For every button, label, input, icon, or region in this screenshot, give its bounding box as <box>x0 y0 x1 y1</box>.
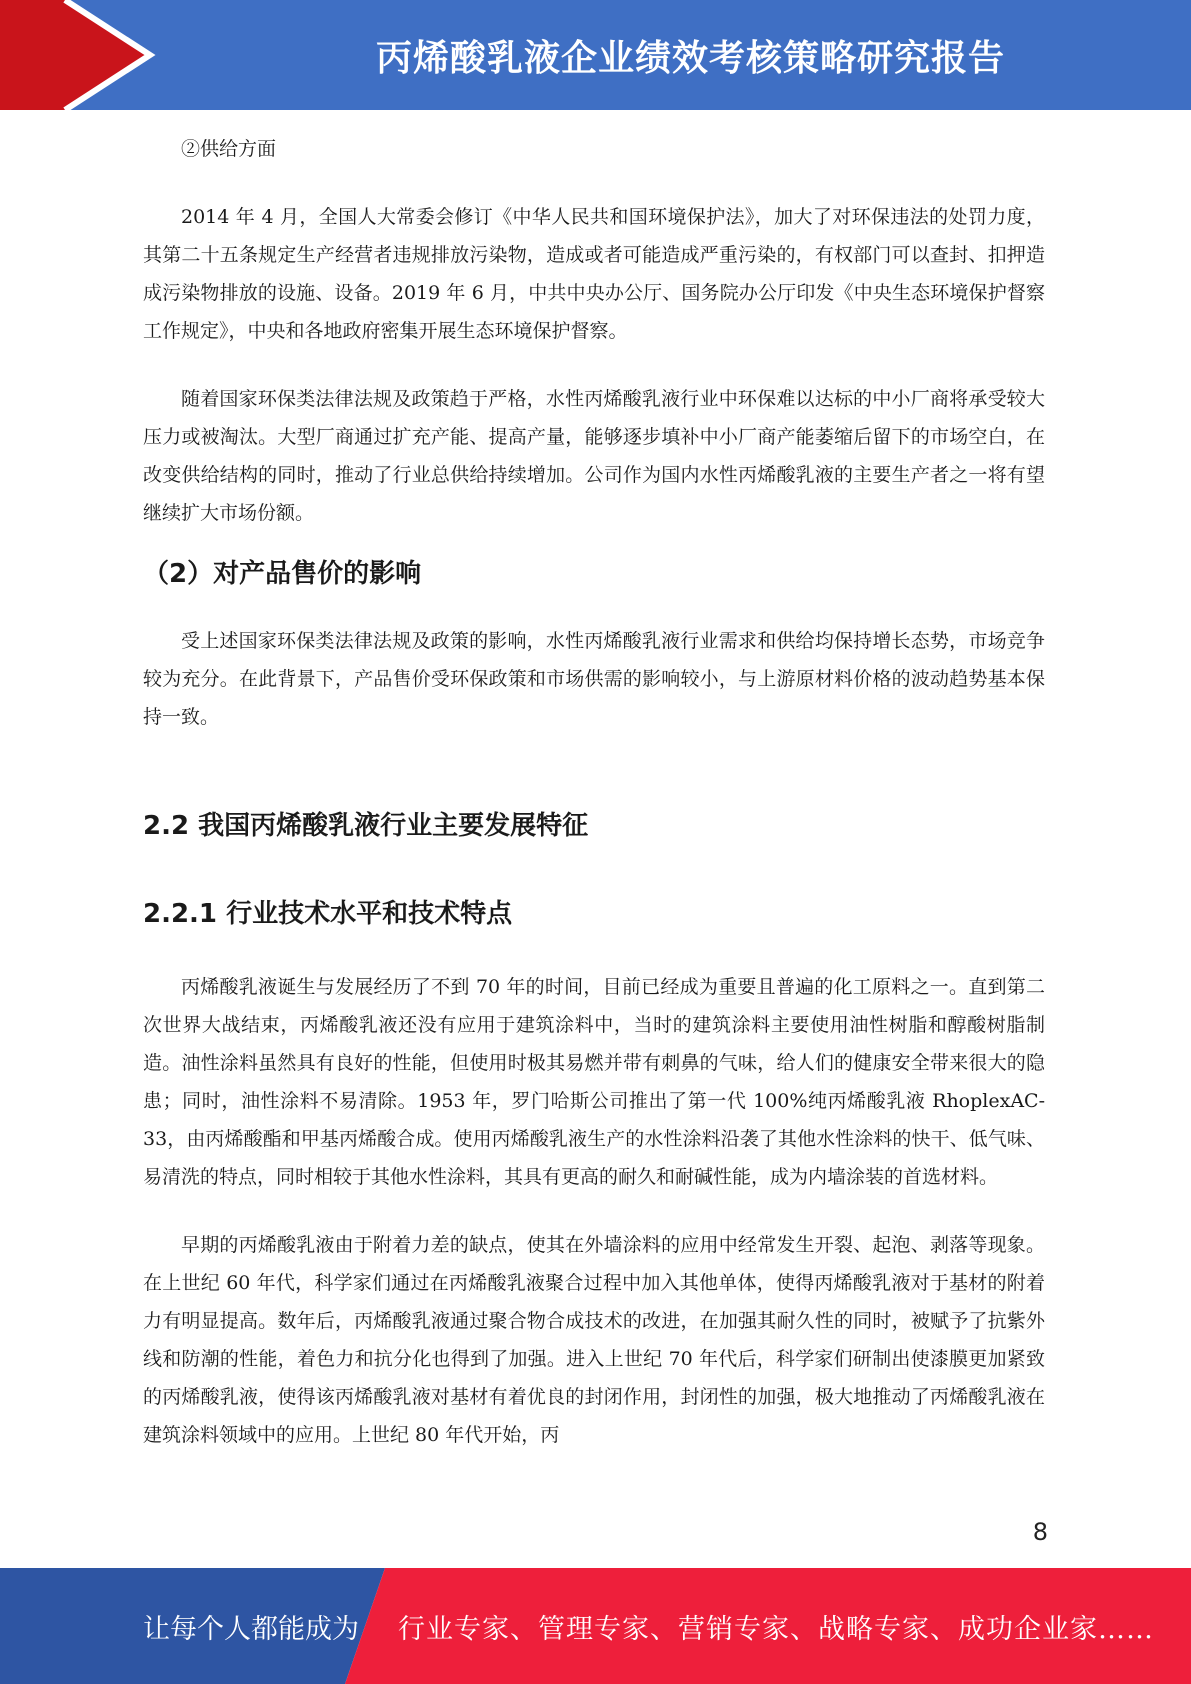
main-content <box>143 130 1045 1454</box>
section-heading-price: （2）对产品售价的影响 <box>143 559 422 589</box>
supply-subheading: ②供给方面 <box>181 138 277 160</box>
header-banner <box>0 0 1191 110</box>
section-heading-2-2: 2.2 我国丙烯酸乳液行业主要发展特征 <box>143 811 589 841</box>
paragraph: 早期的丙烯酸乳液由于附着力差的缺点，使其在外墙涂料的应用中经常发生开裂、起泡、剥落等现象。在上世纪 60 年代，科学家们通过在丙烯酸乳液聚合过程中加入其他单体，使得丙烯酸乳液对于基材的附着力有明显提高。数年后，丙烯酸乳液通过聚合物合成技术的改进，在加强其耐久性的同时，被赋予了抗紫外线和防潮的性能，着色力和抗分化也得到了加强。进入上世纪 70 年代后，科学家们研制出使漆膜更加紧致的丙烯酸乳液，使得该丙烯酸乳液对基材有着优良的封闭作用，封闭性的加强，极大地推动了丙烯酸乳液在建筑涂料领域中的应用。上世纪 80 年代开始，丙 <box>143 1234 1045 1446</box>
paragraph: 随着国家环保类法律法规及政策趋于严格，水性丙烯酸乳液行业中环保难以达标的中小厂商将承受较大压力或被淘汰。大型厂商通过扩充产能、提高产量，能够逐步填补中小厂商产能萎缩后留下的市场空白，在改变供给结构的同时，推动了行业总供给持续增加。公司作为国内水性丙烯酸乳液的主要生产者之一将有望继续扩大市场份额。 <box>143 388 1045 524</box>
paragraph: 2014 年 4 月，全国人大常委会修订《中华人民共和国环境保护法》，加大了对环保违法的处罚力度，其第二十五条规定生产经营者违规排放污染物，造成或者可能造成严重污染的，有权部门可以查封、扣押造成污染物排放的设施、设备。2019 年 6 月，中共中央办公厅、国务院办公厅印发《中央生态环境保护督察工作规定》，中央和各地政府密集开展生态环境保护督察。 <box>143 206 1045 342</box>
report-title: 丙烯酸乳液企业绩效考核策略研究报告 <box>375 37 1005 79</box>
footer-banner <box>0 1568 1191 1684</box>
paragraph: 受上述国家环保类法律法规及政策的影响，水性丙烯酸乳液行业需求和供给均保持增长态势，市场竞争较为充分。在此背景下，产品售价受环保政策和市场供需的影响较小，与上游原材料价格的波动趋势基本保持一致。 <box>143 630 1045 728</box>
section-heading-2-2-1: 2.2.1 行业技术水平和技术特点 <box>143 899 513 929</box>
footer-slogan-left: 让每个人都能成为 <box>143 1613 359 1645</box>
page-number: 8 <box>1032 1518 1048 1546</box>
paragraph: 丙烯酸乳液诞生与发展经历了不到 70 年的时间，目前已经成为重要且普遍的化工原料之一。直到第二次世界大战结束，丙烯酸乳液还没有应用于建筑涂料中，当时的建筑涂料主要使用油性树脂和醇酸树脂制造。油性涂料虽然具有良好的性能，但使用时极其易燃并带有刺鼻的气味，给人们的健康安全带来很大的隐患；同时，油性涂料不易清除。1953 年，罗门哈斯公司推出了第一代 100%纯丙烯酸乳液 RhoplexAC-33，由丙烯酸酯和甲基丙烯酸合成。使用丙烯酸乳液生产的水性涂料沿袭了其他水性涂料的快干、低气味、易清洗的特点，同时相较于其他水性涂料，其具有更高的耐久和耐碱性能，成为内墙涂装的首选材料。 <box>143 976 1045 1188</box>
footer-slogan-right: 行业专家、管理专家、营销专家、战略专家、成功企业家…… <box>398 1613 1154 1645</box>
